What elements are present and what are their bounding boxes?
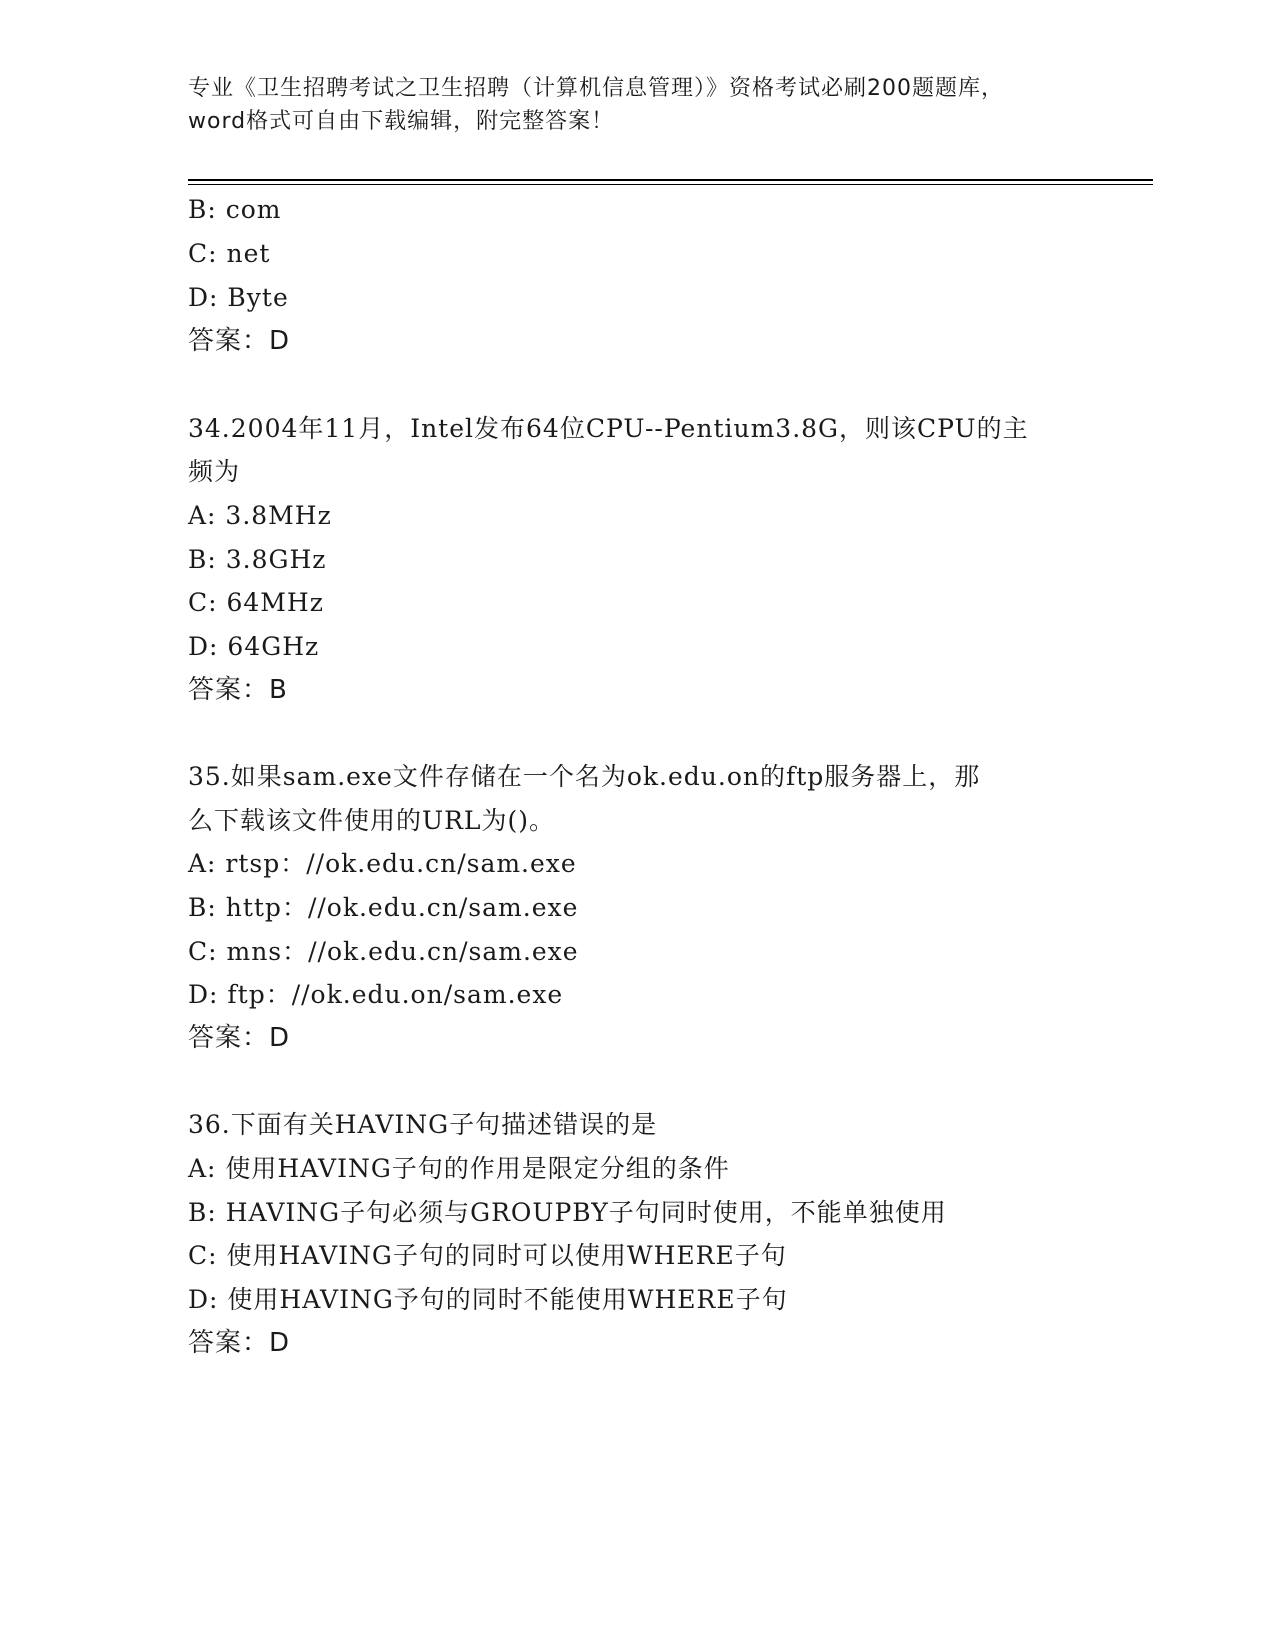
q33-answer: 答案：D (188, 326, 291, 356)
q33-option-d: D: Byte (188, 283, 289, 312)
header-divider-thin (188, 184, 1153, 185)
q36-stem-line-1: 36.下面有关HAVING子句描述错误的是 (188, 1110, 658, 1139)
q34-option-d: D: 64GHz (188, 632, 320, 661)
q35-stem-line-2: 么下载该文件使用的URL为()。 (188, 806, 556, 835)
q35-option-b: B: http：//ok.edu.cn/sam.exe (188, 893, 579, 922)
q36-option-b: B: HAVING子句必须与GROUPBY子句同时使用，不能单独使用 (188, 1198, 947, 1227)
q35-option-c: C: mns：//ok.edu.cn/sam.exe (188, 937, 579, 966)
q33-option-c: C: net (188, 239, 271, 268)
q34-option-b: B: 3.8GHz (188, 545, 327, 574)
q36-answer: 答案：D (188, 1328, 291, 1358)
q35-answer: 答案：D (188, 1023, 291, 1053)
q34-stem-line-2: 频为 (188, 457, 241, 486)
q36-option-c: C: 使用HAVING子句的同时可以使用WHERE子句 (188, 1241, 787, 1270)
header-title-line-1: 专业《卫生招聘考试之卫生招聘（计算机信息管理）》资格考试必刷200题题库， (188, 76, 1004, 101)
q34-option-c: C: 64MHz (188, 588, 324, 617)
q34-option-a: A: 3.8MHz (188, 501, 332, 530)
q33-option-b: B: com (188, 195, 282, 224)
document-header (188, 72, 1088, 138)
q35-option-d: D: ftp：//ok.edu.on/sam.exe (188, 980, 564, 1009)
q35-option-a: A: rtsp：//ok.edu.cn/sam.exe (188, 849, 577, 878)
header-title-line-2: word格式可自由下载编辑，附完整答案！ (188, 109, 615, 134)
q36-option-a: A: 使用HAVING子句的作用是限定分组的条件 (188, 1154, 730, 1183)
q35-stem-line-1: 35.如果sam.exe文件存储在一个名为ok.edu.on的ftp服务器上，那 (188, 762, 981, 791)
q34-answer: 答案：B (188, 675, 288, 705)
q34-stem-line-1: 34.2004年11月，Intel发布64位CPU--Pentium3.8G，则该CPU的主 (188, 414, 1029, 443)
q36-option-d: D: 使用HAVING予句的同时不能使用WHERE子句 (188, 1285, 788, 1314)
header-divider-thick (188, 179, 1153, 181)
